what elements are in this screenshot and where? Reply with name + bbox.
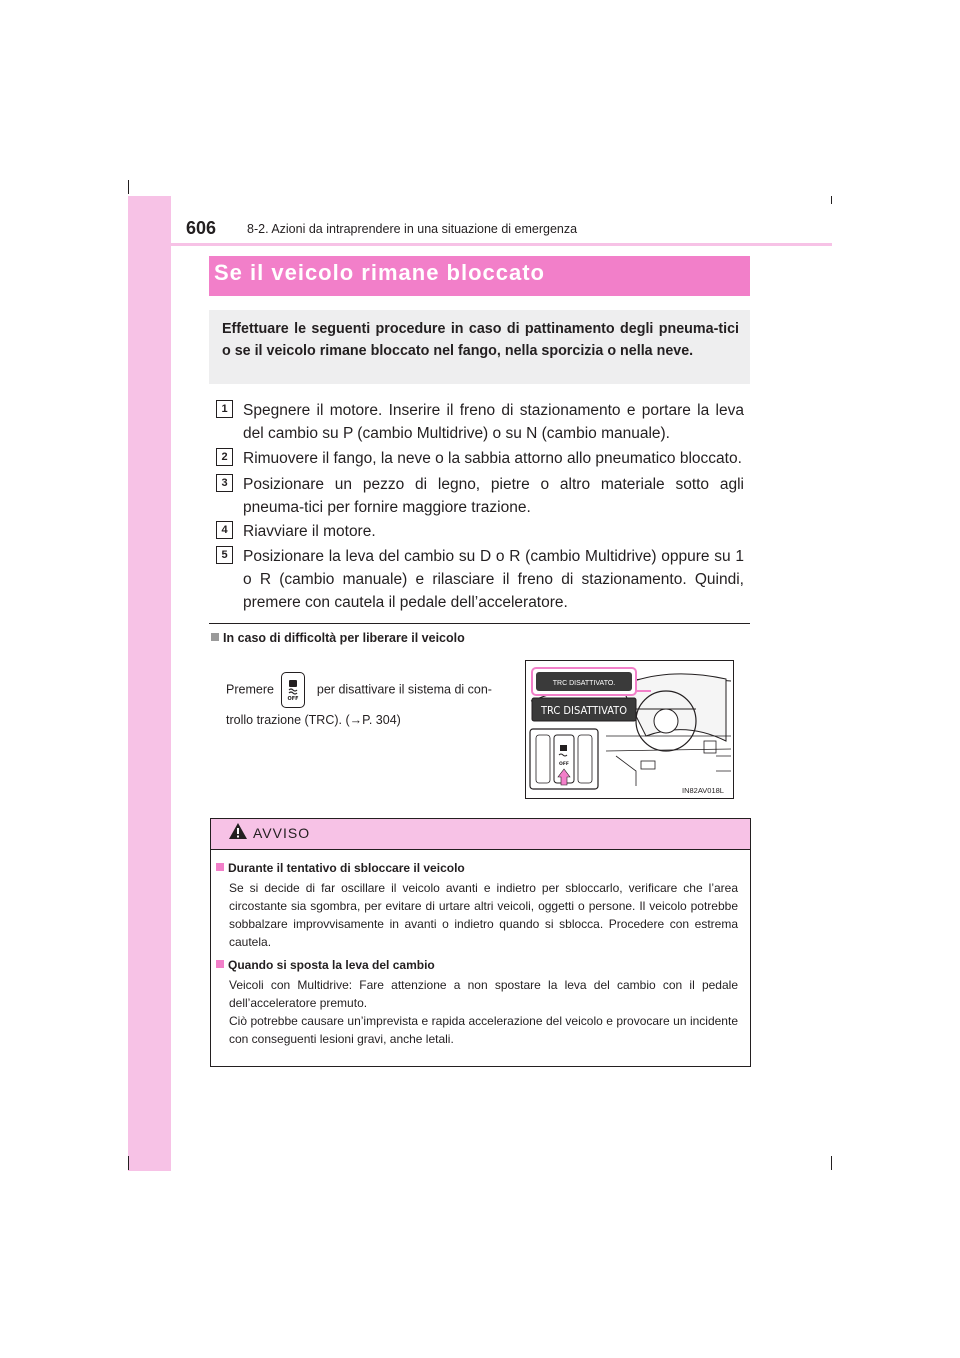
warning-icon xyxy=(228,822,248,845)
trc-figure xyxy=(525,660,734,799)
step-text: Spegnere il motore. Inserire il freno di stazionamento e portare la leva del cambio su P (cambio Multidrive) o su N (cambio manuale). xyxy=(243,402,744,442)
difficulty-heading-text: In caso di difficoltà per liberare il veicolo xyxy=(223,631,465,645)
difficulty-text xyxy=(226,672,506,733)
page-number: 606 xyxy=(186,218,217,238)
premere-continuation: per disattivare il sistema di con-trollo trazione (TRC). (→P. 304) xyxy=(226,682,492,727)
step-number: 4 xyxy=(216,521,233,539)
step-text: Posizionare un pezzo di legno, pietre o altro materiale sotto agli pneuma-tici per fornire maggiore trazione. xyxy=(243,476,744,516)
header-rule xyxy=(171,243,832,246)
bullet-square-icon xyxy=(216,960,224,968)
trc-display-small: TRC DISATTIVATO. xyxy=(552,680,616,687)
svg-text:OFF: OFF xyxy=(287,696,299,702)
intro-text: Effettuare le seguenti procedure in caso di pattinamento degli pneuma-tici o se il veicolo rimane bloccato nel fango, nella sporcizia o nella neve. xyxy=(222,321,739,359)
warning-text: Veicoli con Multidrive: Fare attenzione a non spostare la leva del cambio con il pedale dell’acceleratore premuto. xyxy=(229,978,738,1010)
warning-subheading-text: Durante il tentativo di sbloccare il veicolo xyxy=(228,861,465,875)
difficulty-heading xyxy=(211,631,465,645)
bullet-square-icon xyxy=(216,863,224,871)
crop-mark xyxy=(831,196,832,204)
step-number: 1 xyxy=(216,400,233,418)
trc-display-large: TRC DISATTIVATO xyxy=(541,704,627,717)
step-text: Rimuovere il fango, la neve o la sabbia attorno allo pneumatico bloccato. xyxy=(243,450,742,467)
warning-text: Se si decide di far oscillare il veicolo avanti e indietro per sbloccarlo, verificare che l’area circostante sia sgombra, per evitare di urtare altri veicoli, oggetti o persone. Il veicolo potrebbe sobbalzare improvvisamente in avanti o indietro quando si sblocca. Procedere con estrema cautela. xyxy=(229,881,738,949)
section-divider xyxy=(209,623,750,624)
warning-subheading xyxy=(216,861,465,875)
bullet-square-icon xyxy=(211,633,219,641)
chapter-sidebar xyxy=(128,196,171,1171)
crop-mark xyxy=(831,1156,832,1170)
warning-subheading xyxy=(216,958,435,972)
crop-mark xyxy=(128,1156,129,1170)
step-number: 2 xyxy=(216,448,233,466)
premere-label: Premere xyxy=(226,682,274,697)
warning-text: Ciò potrebbe causare un’imprevista e rapida accelerazione del veicolo e provocare un incidente con conseguenti lesioni gravi, anche letali. xyxy=(229,1014,738,1046)
figure-code: IN82AV018L xyxy=(682,786,724,795)
step-text: Riavviare il motore. xyxy=(243,523,376,540)
step-number: 3 xyxy=(216,474,233,492)
warning-title: AVVISO xyxy=(253,825,311,841)
step-number: 5 xyxy=(216,546,233,564)
page-title: Se il veicolo rimane bloccato xyxy=(214,260,545,285)
svg-text:OFF: OFF xyxy=(559,762,569,767)
step-text: Posizionare la leva del cambio su D o R (cambio Multidrive) oppure su 1 o R (cambio manuale) e rilasciare il freno di stazionamento. Quindi, premere con cautela il pedale dell’acceleratore. xyxy=(243,548,744,611)
crop-mark xyxy=(128,180,129,194)
warning-subheading-text: Quando si sposta la leva del cambio xyxy=(228,958,435,972)
trc-off-button-icon xyxy=(281,672,305,708)
section-title: 8-2. Azioni da intraprendere in una situazione di emergenza xyxy=(247,222,578,236)
